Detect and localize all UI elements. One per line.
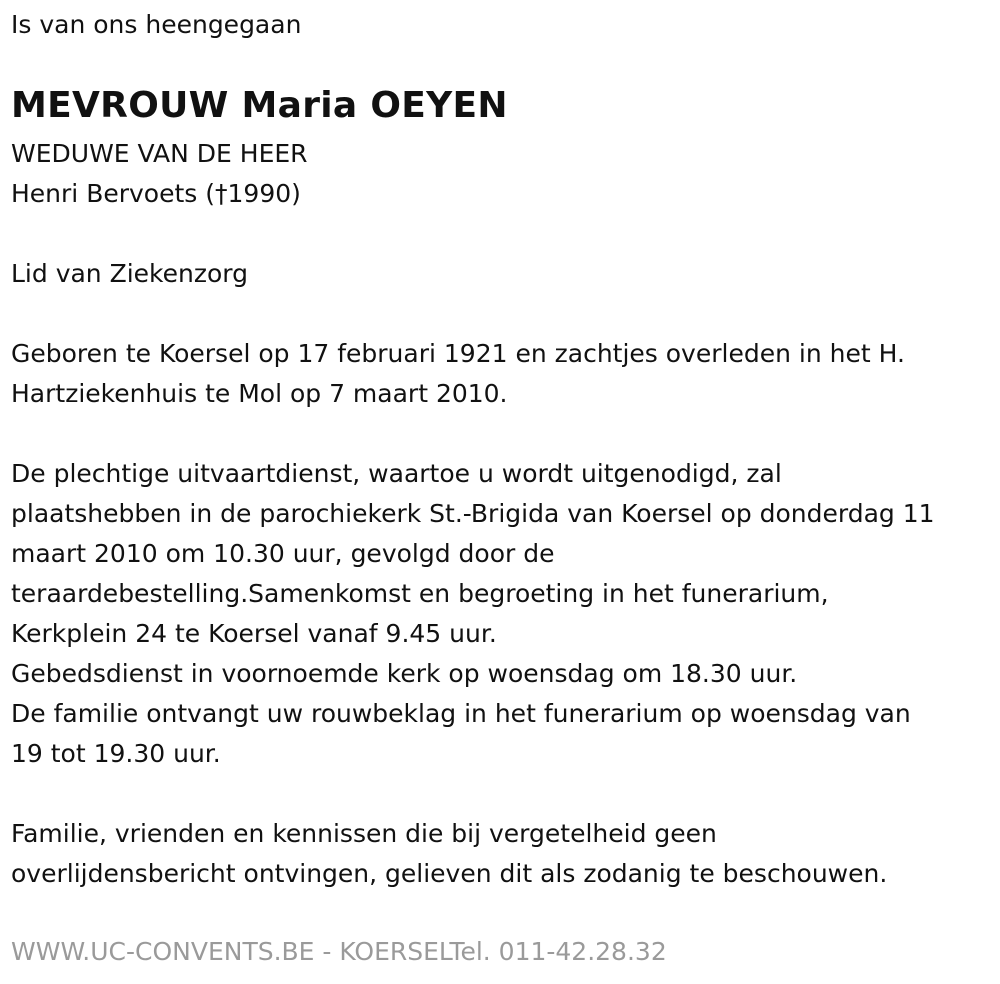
- paragraph-line: Familie, vrienden en kennissen die bij vergetelheid geen: [11, 819, 717, 848]
- spouse-block: [11, 134, 308, 214]
- relation-text: WEDUWE VAN DE HEER: [11, 139, 308, 168]
- paragraph-line: teraardebestelling.Samenkomst en begroeting in het funerarium,: [11, 579, 829, 608]
- paragraph-line: overlijdensbericht ontvingen, gelieven dit als zodanig te beschouwen.: [11, 859, 888, 888]
- paragraph-line: maart 2010 om 10.30 uur, gevolgd door de: [11, 539, 555, 568]
- paragraph-line: plaatshebben in de parochiekerk St.-Brigida van Koersel op donderdag 11: [11, 499, 935, 528]
- paragraph-line: Kerkplein 24 te Koersel vanaf 9.45 uur.: [11, 619, 497, 648]
- paragraph-line: Geboren te Koersel op 17 februari 1921 en zachtjes overleden in het H.: [11, 339, 905, 368]
- footer-source: WWW.UC-CONVENTS.BE - KOERSELTel. 011-42.28.32: [11, 937, 667, 966]
- paragraph-line: Hartziekenhuis te Mol op 7 maart 2010.: [11, 379, 508, 408]
- service-paragraph: [11, 454, 935, 774]
- deceased-name: MEVROUW Maria OEYEN: [11, 85, 508, 126]
- spouse-text: Henri Bervoets (†1990): [11, 179, 301, 208]
- paragraph-line: De plechtige uitvaartdienst, waartoe u wordt uitgenodigd, zal: [11, 459, 782, 488]
- paragraph-line: 19 tot 19.30 uur.: [11, 739, 221, 768]
- intro-text: Is van ons heengegaan: [11, 10, 302, 39]
- paragraph-line: De familie ontvangt uw rouwbeklag in het funerarium op woensdag van: [11, 699, 911, 728]
- membership-text: Lid van Ziekenzorg: [11, 259, 248, 288]
- birth-death-paragraph: [11, 334, 905, 414]
- paragraph-line: Gebedsdienst in voornoemde kerk op woensdag om 18.30 uur.: [11, 659, 798, 688]
- notice-paragraph: [11, 814, 887, 894]
